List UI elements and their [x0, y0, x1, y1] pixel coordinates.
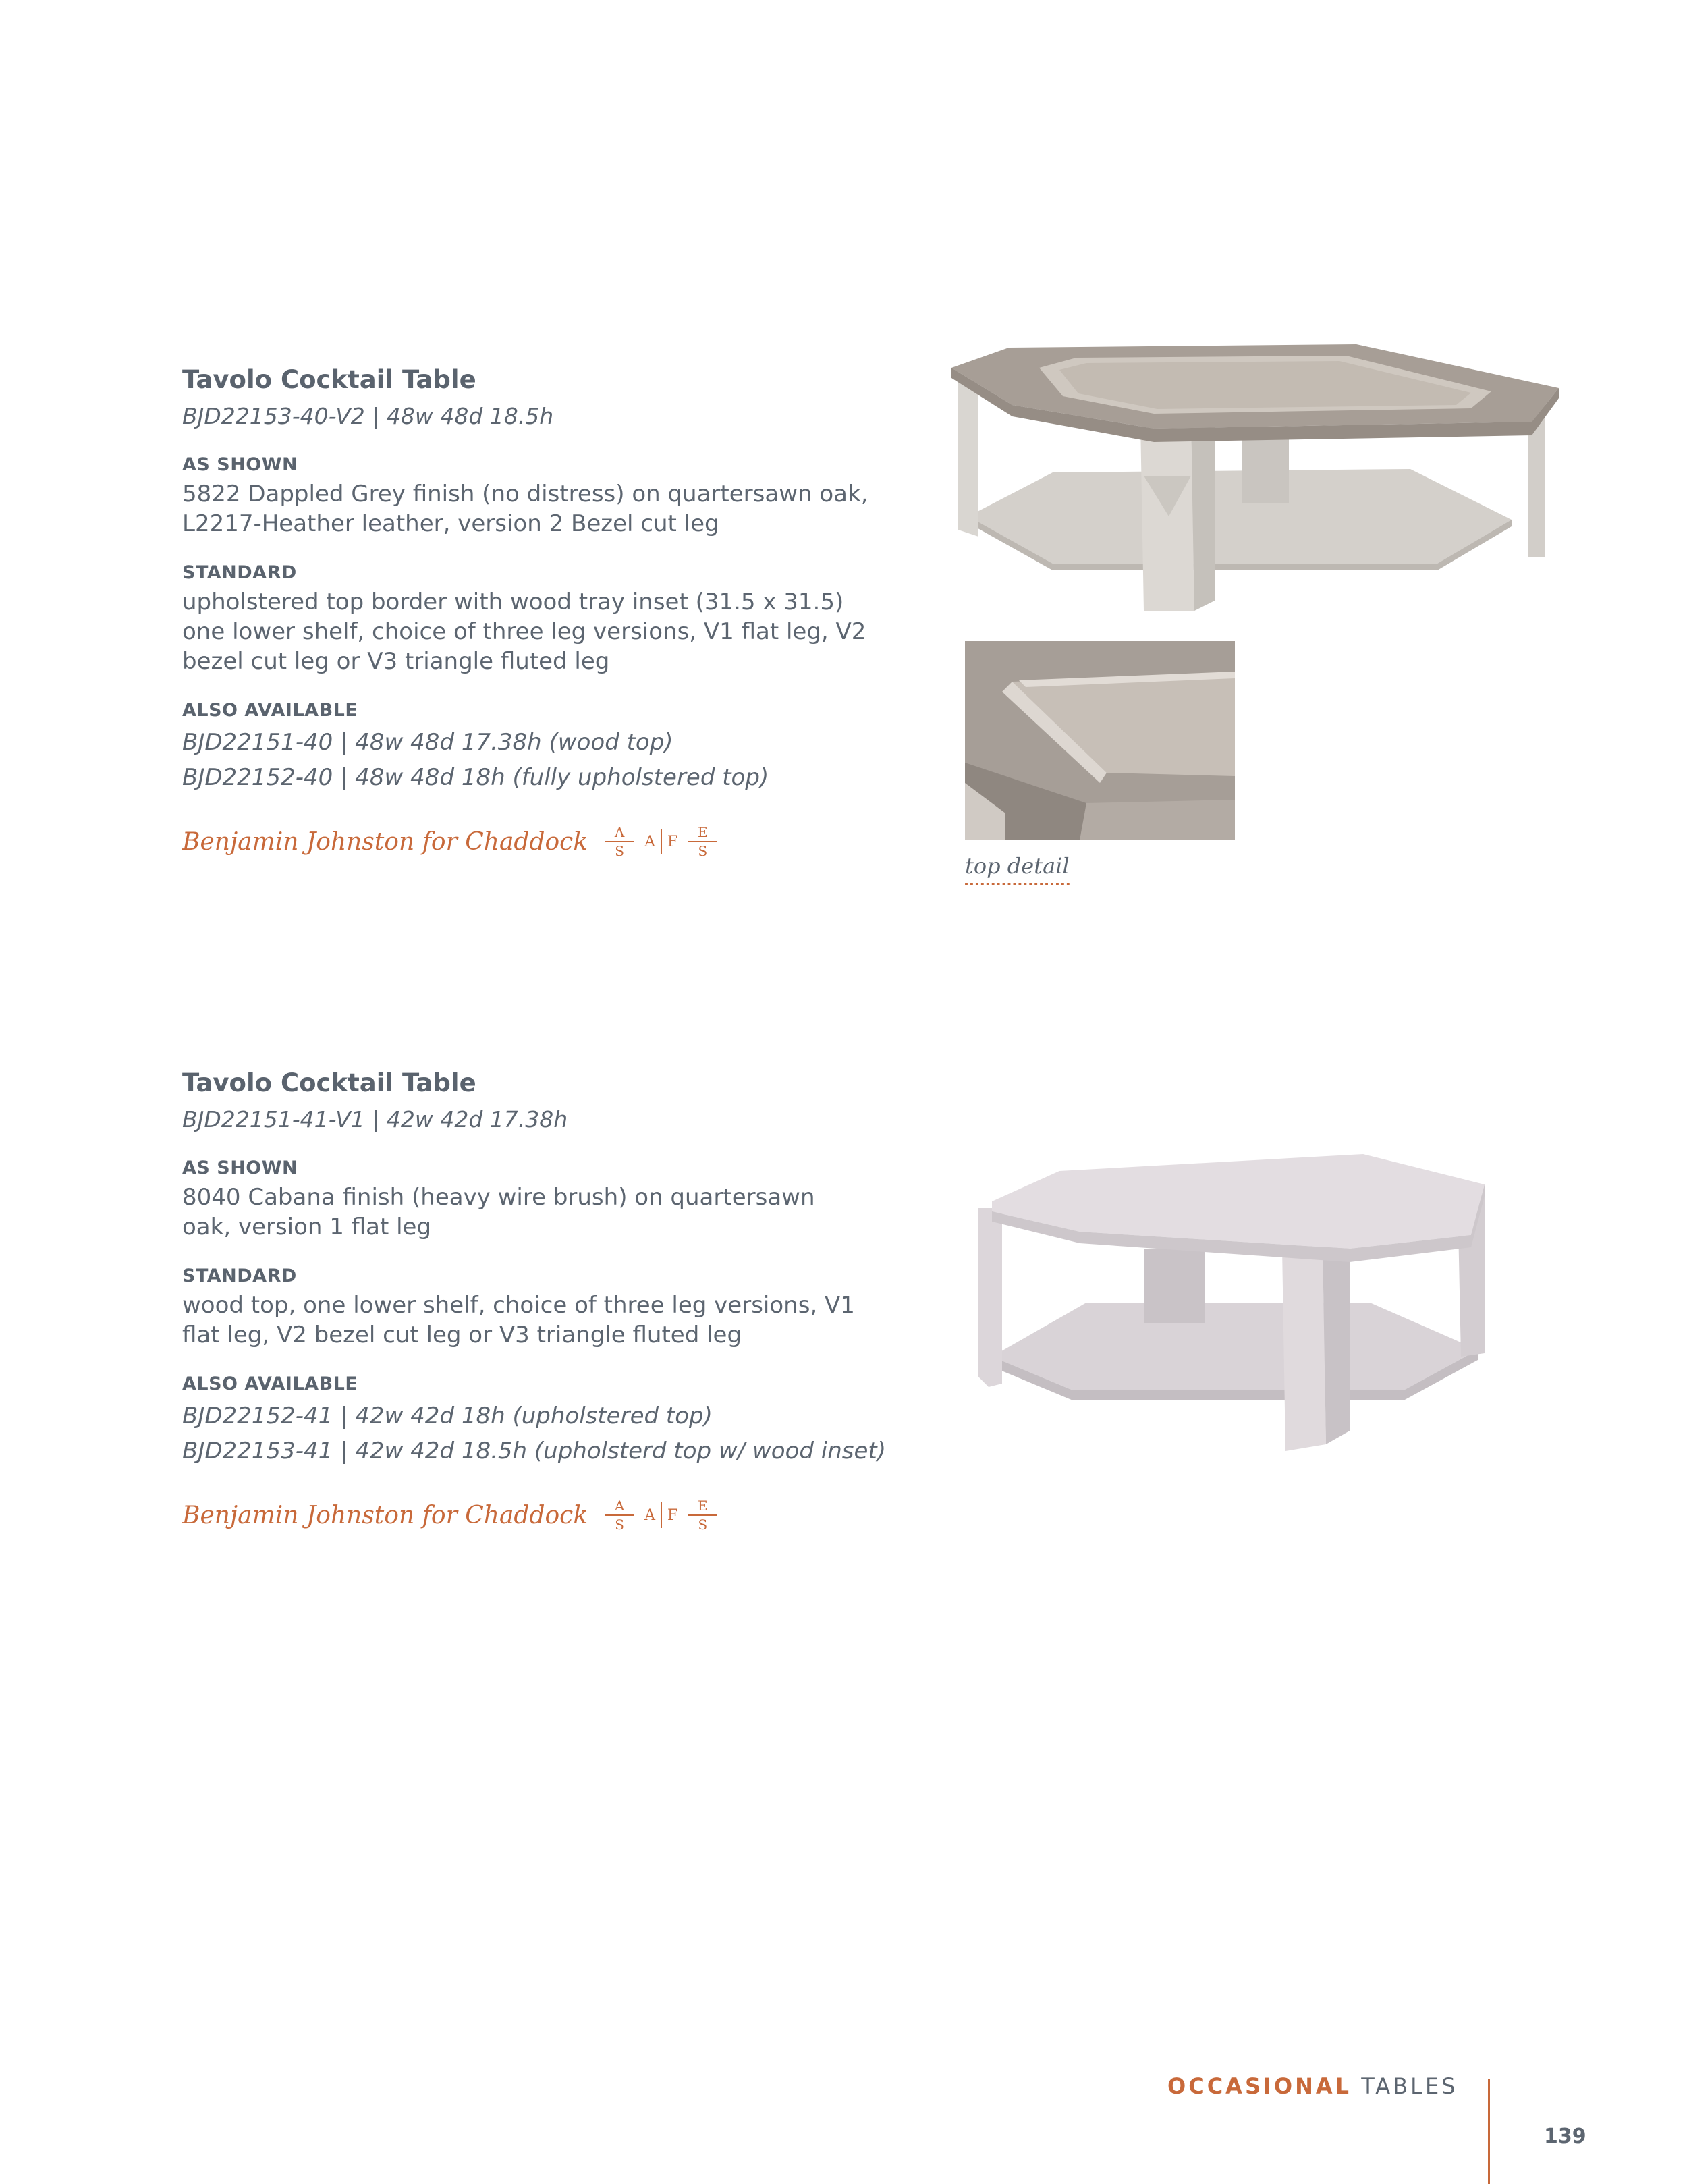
also-available-list — [182, 725, 951, 795]
also-available-list — [182, 1398, 951, 1469]
mark-fraction-as — [605, 825, 634, 858]
product-sku: BJD22151-41-V1 | 42w 42d 17.38h — [182, 1106, 568, 1132]
text-line: oak, version 1 flat leg — [182, 1213, 432, 1240]
mark-fraction-as — [605, 1498, 634, 1532]
designer-row — [182, 1492, 951, 1539]
section-accent: OCCASIONAL — [1167, 2073, 1352, 2099]
alt-sku: BJD22152-40 | 48w 48d 18h (fully upholstered top) — [182, 764, 769, 791]
mark-top: E — [698, 824, 708, 840]
photo-caption: top detail — [965, 853, 1070, 885]
mark-fraction-es — [688, 825, 717, 858]
section-footer-label — [1167, 2073, 1458, 2099]
text-line: L2217-Heather leather, version 2 Bezel cut leg — [182, 510, 719, 537]
designer-row — [182, 818, 951, 865]
as-shown-text — [182, 479, 951, 539]
text-line: flat leg, V2 bezel cut leg or V3 triangle fluted leg — [182, 1321, 742, 1348]
designer-credit: Benjamin Johnston for Chaddock — [182, 827, 588, 856]
mark-top: E — [698, 1498, 708, 1514]
style-marks — [605, 825, 717, 858]
product-1 — [182, 364, 951, 865]
style-marks — [605, 1498, 717, 1532]
alt-sku: BJD22152-41 | 42w 42d 18h (upholstered top) — [182, 1402, 713, 1429]
alt-sku: BJD22153-41 | 42w 42d 18.5h (upholsterd top w/ wood inset) — [182, 1438, 887, 1465]
mark-bottom: S — [698, 843, 708, 859]
mark-bottom: S — [615, 843, 624, 859]
text-line: upholstered top border with wood tray inset (31.5 x 31.5) — [182, 589, 844, 616]
mark-bottom: S — [615, 1517, 624, 1533]
mark-fraction-es — [688, 1498, 717, 1532]
standard-label: STANDARD — [182, 1265, 297, 1286]
mark-af — [644, 829, 677, 854]
also-available-label: ALSO AVAILABLE — [182, 1373, 358, 1394]
also-available-label: ALSO AVAILABLE — [182, 700, 358, 721]
mark-left: A — [644, 833, 656, 850]
product-sku: BJD22153-40-V2 | 48w 48d 18.5h — [182, 403, 554, 429]
product-1-detail-photo — [965, 641, 1235, 840]
product-2 — [182, 1068, 951, 1539]
as-shown-label: AS SHOWN — [182, 1157, 298, 1178]
text-line: wood top, one lower shelf, choice of three leg versions, V1 — [182, 1292, 855, 1319]
mark-bottom: S — [698, 1517, 708, 1533]
text-line: bezel cut leg or V3 triangle fluted leg — [182, 648, 610, 675]
text-line: 8040 Cabana finish (heavy wire brush) on quartersawn — [182, 1184, 815, 1211]
footer-divider — [1488, 2079, 1490, 2184]
mark-right: F — [667, 1506, 678, 1524]
text-line: 5822 Dappled Grey finish (no distress) on quartersawn oak, — [182, 481, 868, 508]
mark-top: A — [614, 824, 625, 840]
as-shown-label: AS SHOWN — [182, 454, 298, 475]
product-title: Tavolo Cocktail Table — [182, 1068, 476, 1097]
page-number: 139 — [1544, 2125, 1586, 2148]
standard-text — [182, 1290, 951, 1350]
standard-text — [182, 587, 951, 676]
alt-sku: BJD22151-40 | 48w 48d 17.38h (wood top) — [182, 729, 673, 756]
mark-left: A — [644, 1506, 656, 1524]
mark-top: A — [614, 1498, 625, 1514]
mark-right: F — [667, 833, 678, 850]
product-2-photo — [972, 1147, 1498, 1451]
designer-credit: Benjamin Johnston for Chaddock — [182, 1501, 588, 1529]
text-line: one lower shelf, choice of three leg versions, V1 flat leg, V2 — [182, 618, 866, 645]
product-1-photo — [951, 341, 1559, 611]
as-shown-text — [182, 1182, 951, 1242]
section-rest: TABLES — [1352, 2073, 1458, 2099]
standard-label: STANDARD — [182, 562, 297, 583]
mark-af — [644, 1502, 677, 1528]
product-title: Tavolo Cocktail Table — [182, 365, 476, 394]
